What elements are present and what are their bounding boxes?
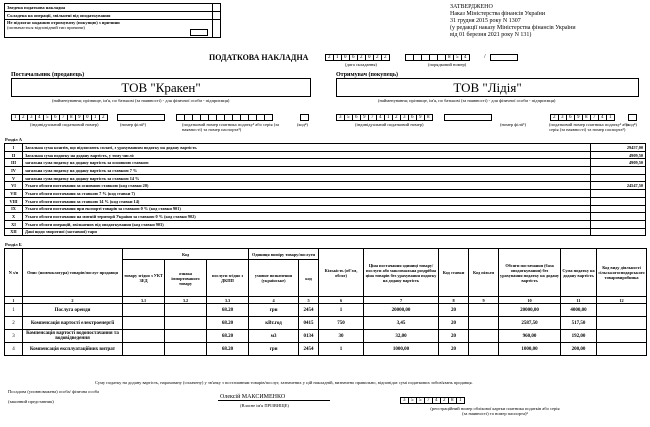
section-a-row	[5, 205, 646, 213]
cell-unit-code: 2454	[299, 304, 319, 317]
section-a-row	[5, 190, 646, 198]
section-a-row	[5, 220, 646, 228]
section-a-row-text: Загальна сума податку на додану вартість, у тому числі:	[23, 151, 591, 159]
section-a-row-number: IX	[5, 205, 23, 213]
digit-cell[interactable]: 2	[381, 54, 390, 61]
number-cells	[405, 54, 469, 61]
cell-qty: 1	[319, 343, 364, 356]
col-header-import: ознака імпортованого товару	[165, 260, 207, 297]
digit-cell[interactable]: 1	[333, 54, 342, 61]
section-a-row-number: IV	[5, 167, 23, 175]
buyer-name: ТОВ "Лідія"	[336, 78, 639, 97]
number-caption: (порядковий номер)	[428, 62, 467, 67]
column-number: 11	[561, 297, 597, 304]
cell-amount: 2587,50	[499, 317, 561, 330]
date-cells	[325, 54, 389, 61]
digit-cell[interactable]: 0	[365, 54, 374, 61]
section-a-row	[5, 167, 646, 175]
digit-cell[interactable]: 4	[461, 54, 470, 61]
checkbox-exempt[interactable]	[213, 12, 221, 20]
date-caption: (дата складання)	[345, 62, 377, 67]
section-a-row	[5, 182, 646, 190]
digit-cell[interactable]: 3	[400, 114, 409, 121]
table-row	[5, 330, 647, 343]
cell-n: 3	[5, 330, 23, 343]
buyer-series-cells	[550, 114, 614, 121]
header-left-row1: Зведена податкова накладна	[5, 4, 213, 12]
section-a-row-value	[591, 167, 646, 175]
cell-import	[165, 304, 207, 317]
section-a-row	[5, 213, 646, 221]
column-number: 12	[597, 297, 647, 304]
digit-cell[interactable]: 5	[416, 397, 425, 404]
cell-unit: грн	[249, 343, 299, 356]
digit-cell[interactable]: 5	[408, 397, 417, 404]
digit-cell[interactable]: 1	[606, 114, 615, 121]
checkbox-reason[interactable]	[213, 20, 221, 38]
seller-branch-box[interactable]	[117, 114, 165, 121]
column-number: 7	[364, 297, 439, 304]
col-header-uktzed: товару згідно з УКТ ЗЕД	[123, 260, 165, 297]
cell-n: 2	[5, 317, 23, 330]
cell-agri	[597, 304, 647, 317]
cell-import	[165, 330, 207, 343]
digit-cell[interactable]: 9	[416, 114, 425, 121]
digit-cell[interactable]: 0	[83, 114, 92, 121]
cell-uktzed	[123, 317, 165, 330]
table-row	[5, 304, 647, 317]
approval-line: від 01 березня 2021 року N 131)	[450, 31, 532, 38]
cell-benefit	[469, 343, 499, 356]
col-header-benefit: Код пільги	[469, 249, 499, 297]
cell-amount: 1000,00	[499, 343, 561, 356]
section-a-row-value	[591, 213, 646, 221]
digit-cell[interactable]: 1	[456, 397, 465, 404]
signer-caption: (Власне ім'я ПРІЗВИЩЕ)	[240, 403, 289, 408]
column-number: 3.3	[207, 297, 249, 304]
cell-benefit	[469, 304, 499, 317]
buyer-series-caption: (податковий номер платника податку² або серія (за наявності) та номер паспорта³)	[549, 122, 629, 132]
digit-cell[interactable]: 1	[91, 114, 100, 121]
digit-cell[interactable]	[264, 114, 273, 121]
section-a-row-value	[591, 220, 646, 228]
digit-cell[interactable]: 2	[19, 114, 28, 121]
cell-n: 1	[5, 304, 23, 317]
cell-price: 32,00	[364, 330, 439, 343]
digit-cell[interactable]: 6	[352, 114, 361, 121]
digit-cell[interactable]: 3	[400, 397, 409, 404]
digit-cell[interactable]: 7	[424, 397, 433, 404]
section-a-row-number: VI	[5, 182, 23, 190]
buyer-branch-box[interactable]	[444, 114, 492, 121]
cell-price: 3,45	[364, 317, 439, 330]
digit-cell[interactable]: 8	[445, 54, 454, 61]
column-number: 2	[23, 297, 123, 304]
checkbox-summary[interactable]	[213, 4, 221, 12]
digit-cell[interactable]: 2	[550, 114, 559, 121]
section-a-row-text: загальна сума податку на додану вартість за ставкою 7 %	[23, 167, 591, 175]
section-a-row-text: Загальна сума коштів, що підлягають сплаті, з урахуванням податку на додану вартість	[23, 144, 591, 152]
section-a-row-text: Усього обсяги операцій, звільнених від оподаткування (код ставки 903)	[23, 220, 591, 228]
cell-import	[165, 343, 207, 356]
digit-cell[interactable]: 3	[558, 114, 567, 121]
seller-code-caption: (код⁴)	[297, 122, 308, 127]
section-a-row-value	[591, 174, 646, 182]
section-a-row-value	[591, 205, 646, 213]
section-a-row	[5, 151, 646, 159]
buyer-code-box[interactable]	[628, 114, 637, 121]
table-row	[5, 317, 647, 330]
number-suffix-box[interactable]	[490, 54, 518, 61]
section-a-row-number: II	[5, 151, 23, 159]
approval-line: (у редакції наказу Міністерства фінансів України	[450, 24, 576, 31]
section-a-title: Розділ А	[5, 137, 23, 142]
col-header-qty: Кількість (об'єм, обсяг)	[319, 249, 364, 297]
cell-benefit	[469, 330, 499, 343]
cell-rate: 20	[439, 343, 469, 356]
digit-cell[interactable]: 5	[43, 114, 52, 121]
seller-name: ТОВ "Кракен"	[11, 78, 311, 97]
digit-cell[interactable]: 6	[408, 114, 417, 121]
approval-line: 31 грудня 2015 року N 1307	[450, 17, 521, 24]
section-a-row-value: 4909,50	[591, 159, 646, 167]
cell-dkpp: 68.20	[207, 317, 249, 330]
signer-caption2: (реєстраційний номер облікової картки платника податків або серія (за наявності) та номер паспорта)³	[430, 406, 560, 416]
digit-cell[interactable]: 2	[325, 54, 334, 61]
section-a-row	[5, 228, 646, 236]
digit-cell[interactable]: 7	[368, 114, 377, 121]
section-a-row-number: V	[5, 174, 23, 182]
digit-cell[interactable]: 8	[67, 114, 76, 121]
cell-name: Компенсація вартості водопостачання та водовідведення	[23, 330, 123, 343]
section-a-row-text: загальна сума податку на додану вартість за ставкою 14 %	[23, 174, 591, 182]
column-number: 8	[439, 297, 469, 304]
section-a-row-number: VIII	[5, 197, 23, 205]
section-a-row-text: Дані щодо зворотної (заставної) тари	[23, 228, 591, 236]
cell-uktzed	[123, 330, 165, 343]
cell-rate: 20	[439, 304, 469, 317]
header-left-row2: Складена на операції, звільнені від оподаткування	[5, 12, 213, 20]
seller-label: Постачальник (продавець)	[11, 72, 85, 78]
digit-cell[interactable]: 2	[440, 397, 449, 404]
signer-sublabel: (законний представник)	[8, 399, 54, 404]
cell-price: 1000,00	[364, 343, 439, 356]
approval-line: ЗАТВЕРДЖЕНО	[450, 4, 493, 10]
digit-cell[interactable]: 2	[373, 54, 382, 61]
col-header-price: Ціна постачання одиниці товару/послуги або максимальна роздрібна ціна товарів без урахування податку на додану вартість	[364, 249, 439, 297]
cell-unit: кВт.год	[249, 317, 299, 330]
cell-agri	[597, 343, 647, 356]
seller-branch-caption: (номер філії¹)	[120, 122, 147, 127]
cell-uktzed	[123, 343, 165, 356]
cell-unit-code: 0415	[299, 317, 319, 330]
digit-cell[interactable]: 2	[357, 54, 366, 61]
digit-cell[interactable]: 3	[336, 114, 345, 121]
section-a-row-text: Усього обсяги постачання за ставкою 14 % (код ставки 14)	[23, 197, 591, 205]
digit-cell[interactable]: 6	[566, 114, 575, 121]
cell-name: Послуга оренди	[23, 304, 123, 317]
cell-price: 20000,00	[364, 304, 439, 317]
cell-amount: 20000,00	[499, 304, 561, 317]
digit-cell[interactable]: 9	[75, 114, 84, 121]
section-a-row-number: I	[5, 144, 23, 152]
section-a-row	[5, 144, 646, 152]
digit-cell[interactable]: 7	[59, 114, 68, 121]
seller-code-box[interactable]	[300, 114, 309, 121]
digit-cell[interactable]: 2	[99, 114, 108, 121]
cell-n: 4	[5, 343, 23, 356]
seller-series-caption: (податковий номер платника податку² або серія (за наявності) та номер паспорта³)	[182, 122, 279, 132]
column-number: 6	[319, 297, 364, 304]
digit-cell[interactable]: 3	[27, 114, 36, 121]
section-a-row-value	[591, 197, 646, 205]
section-a-row	[5, 197, 646, 205]
buyer-label: Отримувач (покупець)	[336, 72, 399, 78]
cell-agri	[597, 330, 647, 343]
column-number: 3.1	[123, 297, 165, 304]
seller-ipn-caption: (індивідуальний податковий номер)	[30, 122, 99, 127]
section-a-row-number: XI	[5, 220, 23, 228]
col-header-agri: Код виду діяльності сільськогосподарського товаровиробника	[597, 249, 647, 297]
digit-cell[interactable]: 1	[11, 114, 20, 121]
cell-vat: 192,00	[561, 330, 597, 343]
section-b-title: Розділ Б	[5, 242, 22, 247]
section-a-row-value	[591, 190, 646, 198]
section-a-row-number: X	[5, 213, 23, 221]
col-header-unit-name: умовне позначення (українське)	[249, 260, 299, 297]
digit-cell[interactable]: 8	[582, 114, 591, 121]
section-a-row-text: Усього обсяги постачання за основною ставкою (код ставки 20)	[23, 182, 591, 190]
seller-ipn-cells	[11, 114, 107, 121]
buyer-ipn-caption: (індивідуальний податковий номер)	[355, 122, 424, 127]
cell-name: Компенсація вартості електроенергії	[23, 317, 123, 330]
cell-agri	[597, 317, 647, 330]
column-number: 1	[5, 297, 23, 304]
col-header-code-group: Код	[123, 249, 249, 260]
digit-cell[interactable]: 9	[360, 114, 369, 121]
buyer-ipn-cells	[336, 114, 432, 121]
digit-cell[interactable]: 4	[598, 114, 607, 121]
section-a-row-number: XII	[5, 228, 23, 236]
digit-cell[interactable]: 8	[448, 397, 457, 404]
cell-qty: 1	[319, 304, 364, 317]
digit-cell[interactable]: 5	[453, 54, 462, 61]
cell-benefit	[469, 317, 499, 330]
digit-cell[interactable]: 4	[376, 114, 385, 121]
col-header-name: Опис (номенклатура) товарів/послуг продавця	[23, 249, 123, 297]
col-header-rate: Код ставки	[439, 249, 469, 297]
section-a-row-text: Усього обсяги постачання при експорті товарів за ставкою 0 % (код ставки 901)	[23, 205, 591, 213]
seller-name-caption: (найменування; прізвище, ім'я, по батькові (за наявності) - для фізичної особи - підприємця)	[52, 98, 230, 103]
signer-name: Олексій МАКСИМЕНКО	[220, 394, 286, 400]
digit-cell[interactable]: 4	[432, 397, 441, 404]
footer-note: Суму податку на додану вартість, нараховану (сплачену) у зв'язку з постачанням товарів/послуг, зазначених у цій накладній, визначено правильно, відповідає сумі податкових зобов'язань продавця.	[95, 380, 473, 385]
signer-label: Посадова (уповноважена) особа/ фізична особа	[8, 389, 100, 394]
section-a-row-text: Усього обсяги постачання за ставкою 7 % (код ставки 7)	[23, 190, 591, 198]
section-a-table	[4, 143, 646, 236]
cell-uktzed	[123, 304, 165, 317]
column-number: 10	[499, 297, 561, 304]
approval-block	[450, 4, 646, 38]
section-a-row-value: 29457,00	[591, 144, 646, 152]
section-a-row-value	[591, 228, 646, 236]
cell-dkpp: 68.20	[207, 343, 249, 356]
cell-unit-code: 2454	[299, 343, 319, 356]
cell-vat: 517,50	[561, 317, 597, 330]
section-a-row	[5, 174, 646, 182]
column-number: 5	[299, 297, 319, 304]
signer-id-cells	[400, 397, 464, 404]
digit-cell[interactable]: 9	[574, 114, 583, 121]
column-number: 4	[249, 297, 299, 304]
header-left-table	[4, 3, 221, 38]
cell-dkpp: 68.20	[207, 304, 249, 317]
buyer-code-caption: (код⁴)	[626, 122, 637, 127]
section-a-row-number: III	[5, 159, 23, 167]
section-a-row-value: 4909,50	[591, 151, 646, 159]
cell-vat: 200,00	[561, 343, 597, 356]
approval-line: Наказ Міністерства фінансів України	[450, 10, 546, 17]
cell-unit: грн	[249, 304, 299, 317]
buyer-name-caption: (найменування; прізвище, ім'я, по батькові (за наявності) - для фізичної особи - підприємця)	[378, 98, 556, 103]
section-a-row	[5, 159, 646, 167]
document-title: ПОДАТКОВА НАКЛАДНА	[209, 53, 309, 62]
col-header-unit-group: Одиниця виміру товару/послуги	[249, 249, 319, 260]
buyer-branch-caption: (номер філії¹)	[500, 122, 527, 127]
cell-amount: 960,00	[499, 330, 561, 343]
digit-cell[interactable]: 6	[349, 54, 358, 61]
digit-cell[interactable]: 4	[35, 114, 44, 121]
cell-qty: 750	[319, 317, 364, 330]
section-a-row-number: VII	[5, 190, 23, 198]
column-number: 3.2	[165, 297, 207, 304]
digit-cell[interactable]: 5	[344, 114, 353, 121]
col-header-unit-code: код	[299, 260, 319, 297]
number-separator: /	[484, 54, 486, 60]
section-a-row-value: 24547,50	[591, 182, 646, 190]
reason-type-box[interactable]	[190, 29, 208, 36]
seller-series-cells	[176, 114, 272, 121]
digit-cell[interactable]: 6	[51, 114, 60, 121]
table-row	[5, 343, 647, 356]
section-a-row-text: загальна сума податку на додану вартість за основною ставкою	[23, 159, 591, 167]
digit-cell[interactable]: 0	[341, 54, 350, 61]
cell-dkpp: 68.20	[207, 330, 249, 343]
col-header-amount: Обсяги постачання (база оподаткування) без урахування податку на додану вартість	[499, 249, 561, 297]
cell-unit: м3	[249, 330, 299, 343]
digit-cell[interactable]: 7	[590, 114, 599, 121]
col-header-n: N з/п	[5, 249, 23, 297]
cell-rate: 20	[439, 330, 469, 343]
cell-import	[165, 317, 207, 330]
column-numbers-row	[5, 297, 647, 304]
cell-rate: 20	[439, 317, 469, 330]
cell-name: Компенсація експлуатаційних витрат	[23, 343, 123, 356]
header-left-row3: Не підлягає наданню отримувачу (покупцю) з причини (позначається відповідний тип причини)	[5, 20, 213, 38]
digit-cell[interactable]: 2	[392, 114, 401, 121]
digit-cell[interactable]: 8	[424, 114, 433, 121]
cell-qty: 30	[319, 330, 364, 343]
section-b-table	[4, 248, 647, 356]
digit-cell[interactable]: 1	[384, 114, 393, 121]
cell-unit-code: 0134	[299, 330, 319, 343]
cell-vat: 4000,00	[561, 304, 597, 317]
column-number: 9	[469, 297, 499, 304]
col-header-dkpp: послуги згідно з ДКПП	[207, 260, 249, 297]
section-a-row-text: Усього обсяги постачання на митній території України за ставкою 0 % (код ставки 902)	[23, 213, 591, 221]
col-header-vat: Сума податку на додану вартість	[561, 249, 597, 297]
